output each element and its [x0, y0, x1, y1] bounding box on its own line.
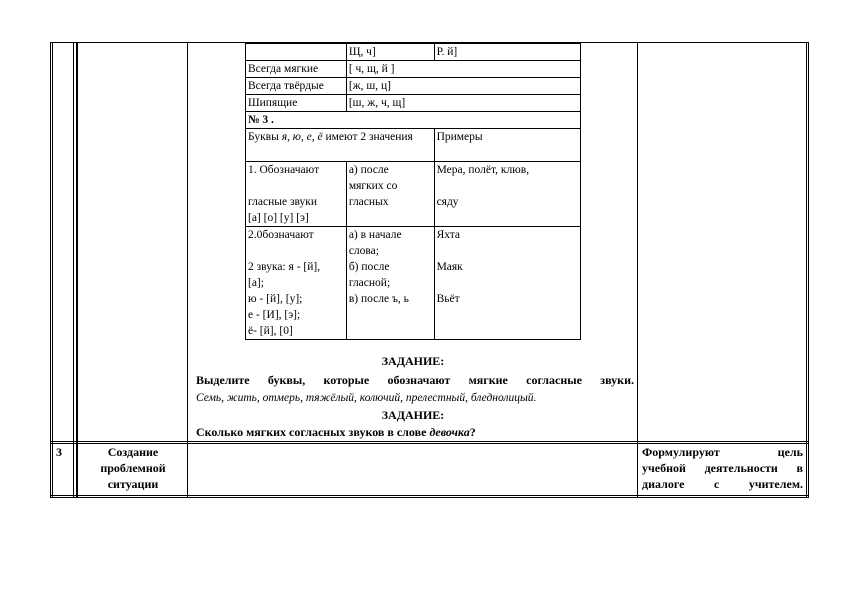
table-row: [246, 227, 581, 340]
task2-heading: ЗАДАНИЕ:: [381, 408, 445, 422]
cell-line: [248, 178, 344, 194]
stage-number: 3: [56, 445, 62, 459]
stage-title-line: проблемной: [100, 461, 166, 475]
header-suffix: имеют 2 значения: [322, 131, 413, 143]
table-cell: [246, 162, 347, 227]
task2-question-prefix: Сколько мягких согласных звуков в слове: [196, 425, 430, 439]
table-cell: [246, 44, 347, 61]
cell-line: [437, 275, 578, 291]
cell-line: гласных: [348, 196, 389, 208]
table-cell: [434, 162, 580, 227]
table-border-right: [806, 42, 809, 498]
table-cell: [346, 162, 434, 227]
table-cell: [ш, ж, ч, щ]: [346, 95, 580, 112]
cell-line: [а] [о] [у] [э]: [248, 212, 309, 224]
section-number: № 3 .: [246, 112, 581, 129]
table-divider-1: [73, 42, 74, 498]
table-cell: Всегда мягкие: [246, 61, 347, 78]
cell-line: а) после: [348, 164, 389, 176]
cell-line: 2 звука: я - [й],: [248, 261, 321, 273]
stage-title-line: ситуации: [107, 477, 159, 491]
table-cell: [346, 227, 434, 340]
activity-line: диалоге с учителем.: [642, 477, 803, 491]
cell-line: Маяк: [436, 261, 463, 273]
cell-line: 1. Обозначают: [248, 164, 320, 176]
table-cell: [434, 227, 580, 340]
cell-line: гласные звуки: [248, 196, 318, 208]
table-cell: [ж, ш, ц]: [346, 78, 580, 95]
cell-line: [437, 243, 578, 259]
table-cell: Шипящие: [246, 95, 347, 112]
table-row: [246, 112, 581, 129]
cell-line: ю - [й], [у];: [248, 293, 303, 305]
cell-line: мягких со: [348, 180, 398, 192]
cell-line: Мера, полёт, клюв,: [436, 164, 530, 176]
stage-title-line: Создание: [107, 445, 159, 459]
table-cell: [246, 227, 347, 340]
table-divider-1b: [76, 42, 78, 498]
table-divider-3: [637, 42, 638, 498]
table-cell: Щ, ч]: [346, 44, 434, 61]
stage-title: [80, 444, 186, 492]
cell-line: [437, 178, 578, 194]
cell-line: б) после: [348, 261, 390, 273]
table-row: [246, 44, 581, 61]
table-cell: [ ч, щ, й ]: [346, 61, 580, 78]
cell-line: гласной;: [348, 277, 391, 289]
student-activity: [642, 444, 803, 492]
table-row: [246, 162, 581, 227]
cell-line: в) после ъ, ь: [348, 293, 409, 305]
table-border-left: [50, 42, 53, 498]
cell-line: сяду: [436, 196, 459, 208]
cell-line: а) в начале: [348, 229, 402, 241]
table-row: [246, 61, 581, 78]
table-divider-2: [187, 42, 188, 498]
header-examples: Примеры: [434, 129, 580, 162]
table-row: [246, 129, 581, 162]
table-bottom-border: [50, 495, 809, 496]
header-cell: [246, 129, 435, 162]
cell-line: слова;: [348, 245, 379, 257]
header-prefix: Буквы: [248, 131, 282, 143]
table-row: [246, 95, 581, 112]
header-letters: я, ю, е, ё: [281, 131, 323, 143]
row-separator: [50, 441, 809, 442]
activity-line: учебной деятельности в: [642, 461, 803, 475]
cell-line: 2.0бозначают: [248, 229, 314, 241]
cell-line: [а];: [248, 277, 264, 289]
table-bottom-border-2: [50, 497, 809, 498]
activity-line: Формулируют цель: [642, 445, 803, 459]
task2-question-suffix: ?: [469, 425, 476, 439]
task1-instruction: Выделите буквы, которые обозначают мягкие согласные звуки.: [196, 373, 634, 387]
cell-line: Вьёт: [436, 293, 460, 305]
task1-words: Семь, жить, отмерь, тяжёлый, колючий, прелестный, бледнолицый.: [196, 392, 537, 404]
task2-question-word: девочка: [429, 425, 470, 439]
table-row: [246, 78, 581, 95]
cell-line: е - [И], [э];: [248, 309, 301, 321]
letters-sounds-table: [245, 43, 581, 340]
cell-line: ё- [й], [0]: [248, 325, 293, 337]
task2-question: [196, 424, 634, 440]
task1-heading: ЗАДАНИЕ:: [381, 354, 445, 368]
table-cell: Р. й]: [434, 44, 580, 61]
cell-line: [248, 243, 344, 259]
cell-line: Яхта: [436, 229, 460, 241]
table-cell: Всегда твёрдые: [246, 78, 347, 95]
